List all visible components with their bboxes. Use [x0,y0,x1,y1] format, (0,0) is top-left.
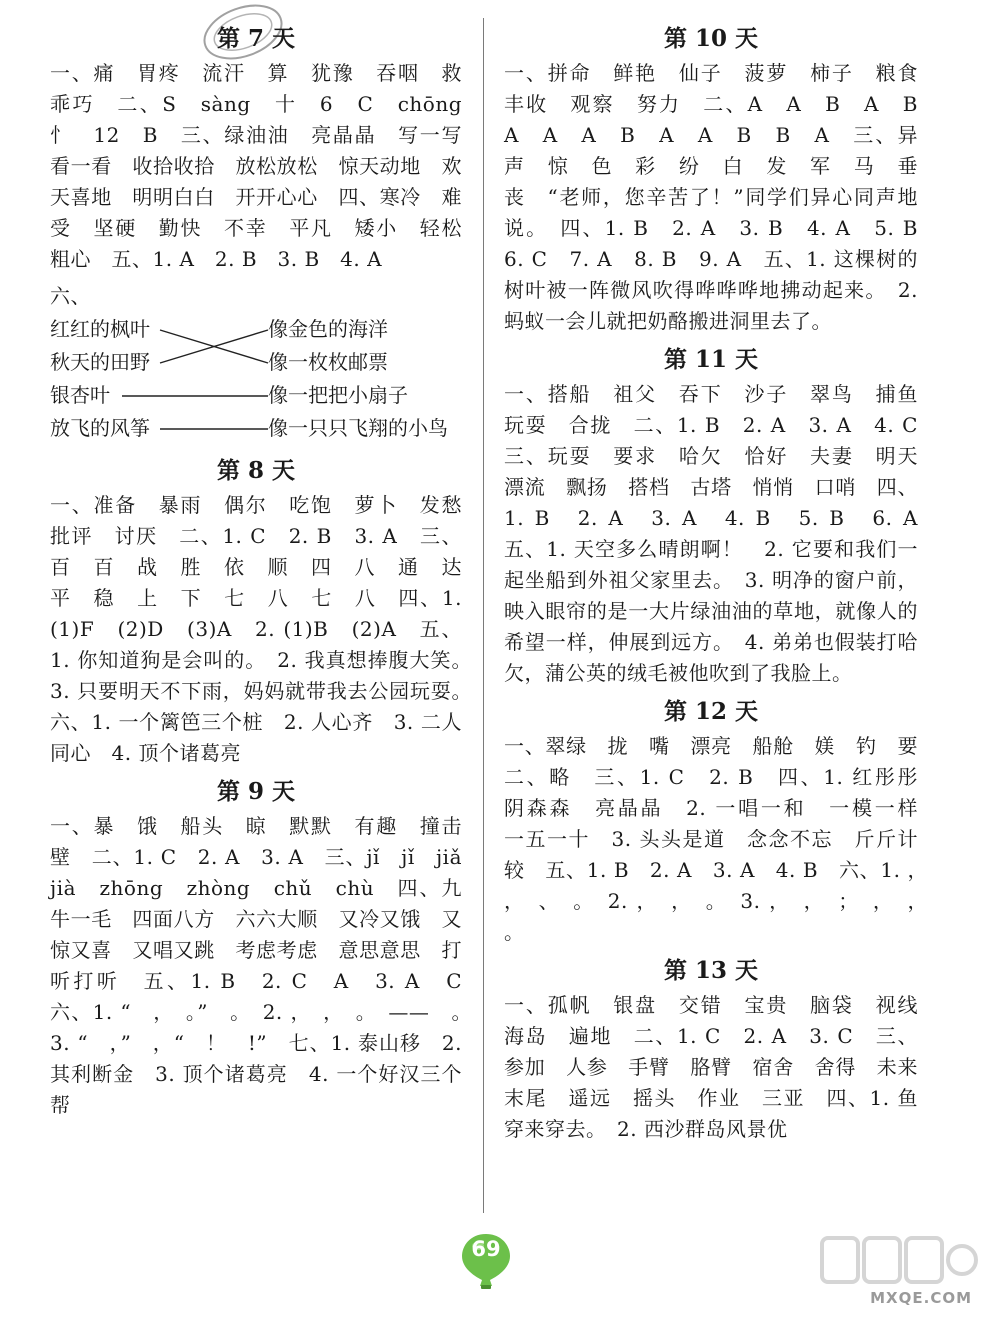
match-lines [50,314,462,446]
day8-section [50,454,483,769]
day8-answers: 一、准备 暴雨 偶尔 吃饱 萝卜 发愁 批评 讨厌 二、1. C 2. B 3. A 三、百 百 战 胜 依 顺 四 八 通 达 平 稳 上 下 七 八 七 八 四、1. (1)F (2)D (3)A 2. (1)B (2)A 五、1. 你知道狗是会叫的。 2. 我真想捧腹大笑。 3. 只要明天不下雨，妈妈就带我去公园玩耍。 六、1. 一个篱笆三个桩 2. 人心齐 3. 二人同心 4. 顶个诸葛亮 [50,493,483,765]
day9-title: 第 9 天 [216,778,296,805]
match-left-2: 秋天的田野 [50,350,150,374]
match-left-1: 红红的枫叶 [50,317,150,341]
match-right-3: 像一把把小扇子 [268,383,408,407]
day9-section [50,775,483,1121]
day12-section [504,695,939,948]
column-divider [483,18,484,1213]
day13-section [504,954,939,1145]
day12-title: 第 12 天 [663,698,759,725]
day7-title: 第 7 天 [216,25,296,52]
day13-title: 第 13 天 [663,957,759,984]
day11-section [504,343,939,689]
day7-answers: 一、痛 胃疼 流汗 算 犹豫 吞咽 救 乖巧 二、S sàng 十 6 C chōng 忄 12 B 三、绿油油 亮晶晶 写一写 看一看 收拾收拾 放松放松 惊天动地 欢天喜地 明明白白 开开心心 四、寒冷 难受 坚硬 勤快 不幸 平凡 矮小 轻松 粗心 五、1. A 2. B 3. B 4. A [50,61,483,271]
left-column [50,22,483,1127]
day11-title: 第 11 天 [663,346,759,373]
day10-section [504,22,939,337]
day11-answers: 一、搭船 祖父 吞下 沙子 翠鸟 捕鱼 玩耍 合拢 二、1. B 2. A 3. A 4. C 三、玩耍 要求 哈欠 恰好 夫妻 明天 漂流 飘扬 搭档 古塔 悄悄 口哨 四、1. B 2. A 3. A 4. B 5. B 6. A 五、1. 天空多么晴朗啊！ 2. 它要和我们一起坐船到外祖父家里去。 3. 明净的窗户前，映入眼帘的是一大片绿油油的草地，就像人的希望一样，伸展到远方。 4. 弟弟也假装打哈欠，蒲公英的绒毛被他吹到了我脸上。 [504,382,939,685]
page-number: 69 [471,1237,501,1261]
right-column [504,22,939,1151]
match-left-4: 放飞的风筝 [50,416,150,440]
watermark-text: MXQE.COM [870,1289,972,1307]
day8-title: 第 8 天 [216,457,296,484]
match-right-1: 像金色的海洋 [268,317,388,341]
day12-answers: 一、翠绿 拢 嘴 漂亮 船舱 媄 钓 要 二、略 三、1. C 2. B 四、1. 红彤彤 阴森森 亮晶晶 2. 一唱一和 一模一样 一五一十 3. 头头是道 念念不忘 斤斤计较 五、1. B 2. A 3. A 4. B 六、1. ， ， 、 。 2. ， ， 。 3. ， ， ； ， ， 。 [504,734,939,944]
match-right-4: 像一只只飞翔的小鸟 [268,416,448,440]
day10-answers: 一、拼命 鲜艳 仙子 菠萝 柿子 粮食 丰收 观察 努力 二、A A B A B A A A B A A B B A 三、异 声 惊 色 彩 纷 白 发 军 马 垂 丧 “老师，您辛苦了！”同学们异心同声地说。 四、1. B 2. A 3. B 4. A 5. B 6. C 7. A 8. B 9. A 五、1. 这棵树的树叶被一阵微风吹得哗哗哗地拂动起来。 2. 蚂蚁一会儿就把奶酪搬进洞里去了。 [504,61,939,333]
day7-section [50,22,483,446]
day13-answers: 一、孤帆 银盘 交错 宝贵 脑袋 视线 海岛 遍地 二、1. C 2. A 3. C 三、参加 人参 手臂 胳臂 宿舍 舍得 未来 末尾 遥远 摇头 作业 三亚 四、1. 鱼穿来穿去。 2. 西沙群岛风景优 [504,993,939,1141]
day10-title: 第 10 天 [663,25,759,52]
match-left-3: 银杏叶 [50,383,110,407]
day7-six-label: 六、 [50,284,91,308]
matching-exercise [50,314,462,446]
day9-answers: 一、暴 饿 船头 晾 默默 有趣 撞击 壁 二、1. C 2. A 3. A 三、jǐ jǐ jiǎ jià zhōng zhòng chǔ chù 四、九牛一毛 四面八方 六六大顺 又冷又饿 又惊又喜 又唱又跳 考虑考虑 意思意思 打听打听 五、1. B 2. C A 3. A C 六、1. “ ， 。” 。 2. ， ， 。 —— 。 3. “ ，” ，“ ！ !” 七、1. 泰山移 2. 其利断金 3. 顶个诸葛亮 4. 一个好汉三个帮 [50,814,483,1117]
match-right-2: 像一枚枚邮票 [268,350,388,374]
